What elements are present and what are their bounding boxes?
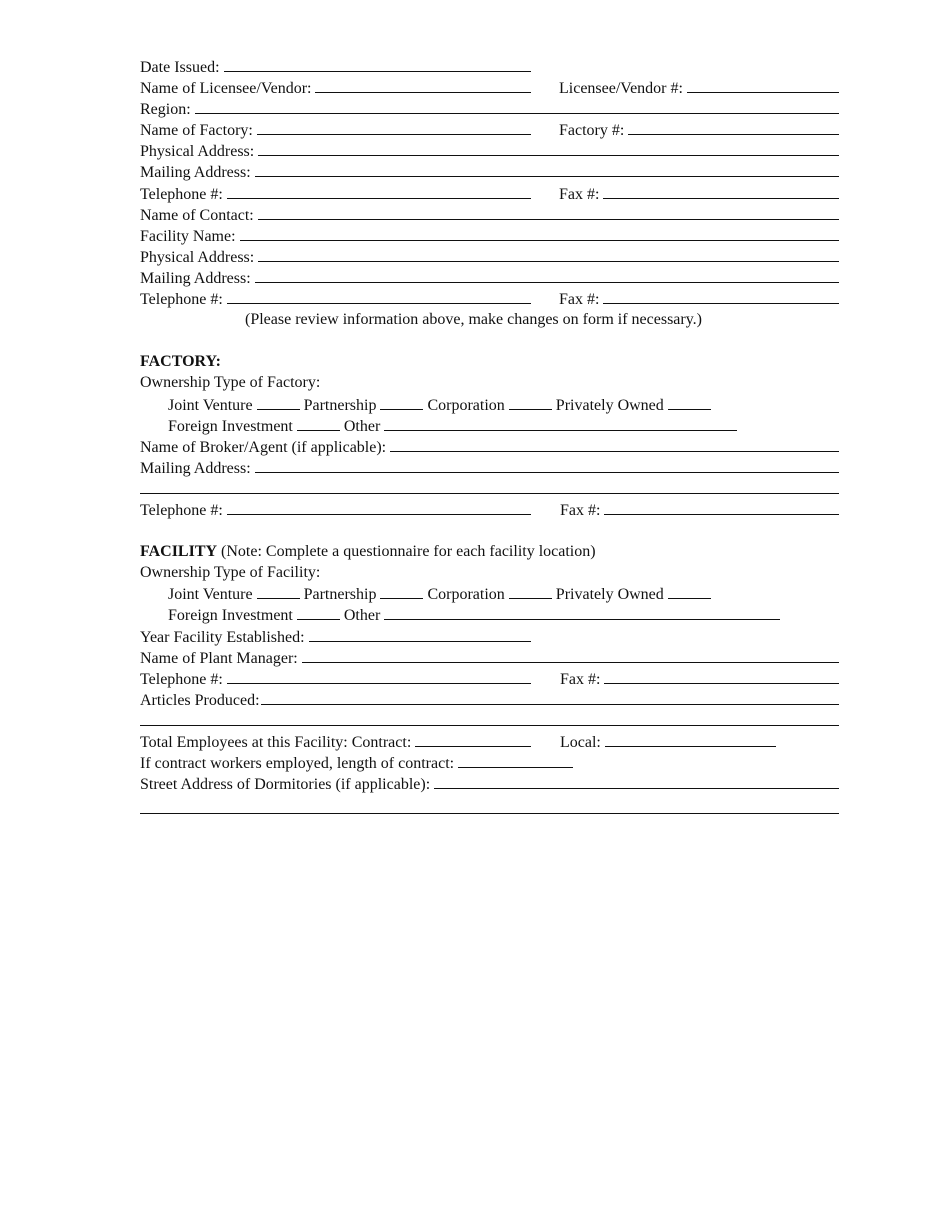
factory-corporation-label: Corporation: [427, 396, 505, 414]
factory-other-label: Other: [343, 417, 381, 435]
factory-ownership-options-row: [140, 394, 839, 415]
facility-heading-row: [140, 541, 839, 562]
region-field[interactable]: [195, 98, 839, 114]
facility-privately-owned-field[interactable]: [668, 583, 711, 599]
mailing-address-field[interactable]: [255, 161, 839, 177]
date-issued-row: [140, 56, 839, 77]
facility-dormitories-continuation-row: [140, 794, 839, 821]
factory-heading: FACTORY:: [140, 353, 221, 371]
facility-name-label: Facility Name:: [140, 227, 236, 245]
facility-plant-manager-row: [140, 647, 839, 668]
fax-label: Fax #:: [559, 185, 600, 203]
facility-fax-label: Fax #:: [560, 670, 601, 688]
facility-articles-label: Articles Produced:: [140, 691, 260, 709]
factory-mailing-continuation-row: [140, 478, 839, 499]
facility-local-employees-field[interactable]: [605, 731, 776, 747]
mailing-address-2-row: [140, 267, 839, 288]
facility-articles-field[interactable]: [261, 689, 839, 705]
facility-ownership-row: [140, 562, 839, 583]
telephone-2-field[interactable]: [227, 288, 531, 304]
facility-corporation-label: Corporation: [427, 586, 505, 604]
contact-name-row: [140, 204, 839, 225]
factory-corporation-field[interactable]: [509, 394, 552, 410]
facility-articles-row: [140, 689, 839, 710]
facility-name-field[interactable]: [240, 225, 839, 241]
facility-corporation-field[interactable]: [509, 583, 552, 599]
factory-telephone-label: Telephone #:: [140, 501, 223, 519]
facility-partnership-label: Partnership: [303, 586, 377, 604]
licensee-name-field[interactable]: [315, 77, 531, 93]
factory-broker-row: [140, 436, 839, 457]
physical-address-2-row: [140, 246, 839, 267]
facility-employees-row: [140, 731, 839, 752]
factory-joint-venture-field[interactable]: [257, 394, 300, 410]
facility-heading: FACILITY: [140, 543, 218, 561]
factory-joint-venture-label: Joint Venture: [168, 396, 253, 414]
facility-plant-manager-label: Name of Plant Manager:: [140, 649, 298, 667]
factory-telephone-row: [140, 499, 839, 520]
facility-foreign-row: [140, 604, 839, 625]
region-row: [140, 98, 839, 119]
facility-articles-continuation-field[interactable]: [140, 710, 839, 726]
factory-fax-label: Fax #:: [560, 501, 601, 519]
facility-foreign-investment-label: Foreign Investment: [168, 607, 293, 625]
telephone-row: [140, 183, 839, 204]
factory-mailing-label: Mailing Address:: [140, 459, 251, 477]
facility-name-row: [140, 225, 839, 246]
factory-mailing-field[interactable]: [255, 457, 839, 473]
factory-heading-row: [140, 351, 839, 372]
factory-ownership-label: Ownership Type of Factory:: [140, 374, 321, 392]
facility-contract-length-field[interactable]: [458, 752, 573, 768]
factory-privately-owned-label: Privately Owned: [555, 396, 664, 414]
region-label: Region:: [140, 101, 191, 119]
fax-2-label: Fax #:: [559, 291, 600, 309]
mailing-address-2-label: Mailing Address:: [140, 269, 251, 287]
factory-partnership-field[interactable]: [380, 394, 423, 410]
facility-ownership-label: Ownership Type of Facility:: [140, 564, 321, 582]
telephone-2-label: Telephone #:: [140, 291, 223, 309]
facility-telephone-row: [140, 668, 839, 689]
physical-address-label: Physical Address:: [140, 143, 255, 161]
factory-number-label: Factory #:: [559, 122, 625, 140]
factory-fax-field[interactable]: [604, 499, 839, 515]
contact-name-label: Name of Contact:: [140, 206, 254, 224]
facility-plant-manager-field[interactable]: [302, 647, 839, 663]
facility-foreign-investment-field[interactable]: [297, 604, 340, 620]
date-issued-label: Date Issued:: [140, 59, 220, 76]
factory-name-field[interactable]: [257, 119, 531, 135]
mailing-address-2-field[interactable]: [255, 267, 839, 283]
facility-telephone-field[interactable]: [227, 668, 531, 684]
facility-year-row: [140, 626, 839, 647]
licensee-number-field[interactable]: [687, 77, 839, 93]
factory-foreign-investment-field[interactable]: [297, 415, 340, 431]
telephone-2-row: [140, 288, 839, 309]
facility-contract-employees-field[interactable]: [415, 731, 531, 747]
date-issued-field[interactable]: [224, 56, 531, 72]
review-note-row: [140, 309, 839, 330]
facility-fax-field[interactable]: [604, 668, 839, 684]
facility-year-label: Year Facility Established:: [140, 628, 305, 646]
physical-address-row: [140, 140, 839, 161]
factory-number-field[interactable]: [628, 119, 839, 135]
facility-other-label: Other: [343, 607, 381, 625]
factory-privately-owned-field[interactable]: [668, 394, 711, 410]
facility-partnership-field[interactable]: [380, 583, 423, 599]
facility-dormitories-row: [140, 773, 839, 794]
factory-mailing-row: [140, 457, 839, 478]
facility-telephone-label: Telephone #:: [140, 670, 223, 688]
facility-ownership-options-row: [140, 583, 839, 604]
factory-foreign-row: [140, 415, 839, 436]
factory-telephone-field[interactable]: [227, 499, 531, 515]
telephone-field[interactable]: [227, 183, 531, 199]
licensee-name-label: Name of Licensee/Vendor:: [140, 80, 312, 98]
facility-dormitories-field[interactable]: [434, 773, 839, 789]
factory-partnership-label: Partnership: [303, 396, 377, 414]
contact-name-field[interactable]: [258, 204, 839, 220]
factory-name-label: Name of Factory:: [140, 122, 253, 140]
facility-contract-length-label: If contract workers employed, length of contract:: [140, 755, 455, 773]
facility-total-employees-label: Total Employees at this Facility: Contract:: [140, 734, 412, 751]
factory-broker-field[interactable]: [390, 436, 839, 452]
licensee-number-label: Licensee/Vendor #:: [559, 80, 683, 98]
facility-joint-venture-field[interactable]: [257, 583, 300, 599]
facility-year-field[interactable]: [309, 626, 531, 642]
physical-address-2-label: Physical Address:: [140, 248, 255, 266]
facility-dormitories-continuation-field[interactable]: [140, 794, 839, 814]
fax-field[interactable]: [603, 183, 839, 199]
facility-articles-continuation-row: [140, 710, 839, 731]
facility-privately-owned-label: Privately Owned: [555, 586, 664, 604]
licensee-row: [140, 77, 839, 98]
facility-contract-length-row: [140, 752, 839, 773]
factory-ownership-row: [140, 372, 839, 393]
factory-foreign-investment-label: Foreign Investment: [168, 417, 293, 435]
mailing-address-row: [140, 161, 839, 182]
physical-address-field[interactable]: [258, 140, 839, 156]
physical-address-2-field[interactable]: [258, 246, 839, 262]
facility-other-field[interactable]: [384, 604, 780, 620]
facility-heading-note: (Note: Complete a questionnaire for each facility location): [221, 543, 596, 561]
review-note: (Please review information above, make changes on form if necessary.): [245, 311, 703, 329]
mailing-address-label: Mailing Address:: [140, 164, 251, 182]
questionnaire-form: [140, 56, 839, 821]
facility-dormitories-label: Street Address of Dormitories (if applicable):: [140, 776, 431, 794]
telephone-label: Telephone #:: [140, 185, 223, 203]
factory-mailing-continuation-field[interactable]: [140, 478, 839, 494]
factory-other-field[interactable]: [384, 415, 737, 431]
facility-joint-venture-label: Joint Venture: [168, 586, 253, 604]
fax-2-field[interactable]: [603, 288, 839, 304]
factory-broker-label: Name of Broker/Agent (if applicable):: [140, 438, 387, 456]
factory-name-row: [140, 119, 839, 140]
facility-local-label: Local:: [560, 734, 601, 751]
